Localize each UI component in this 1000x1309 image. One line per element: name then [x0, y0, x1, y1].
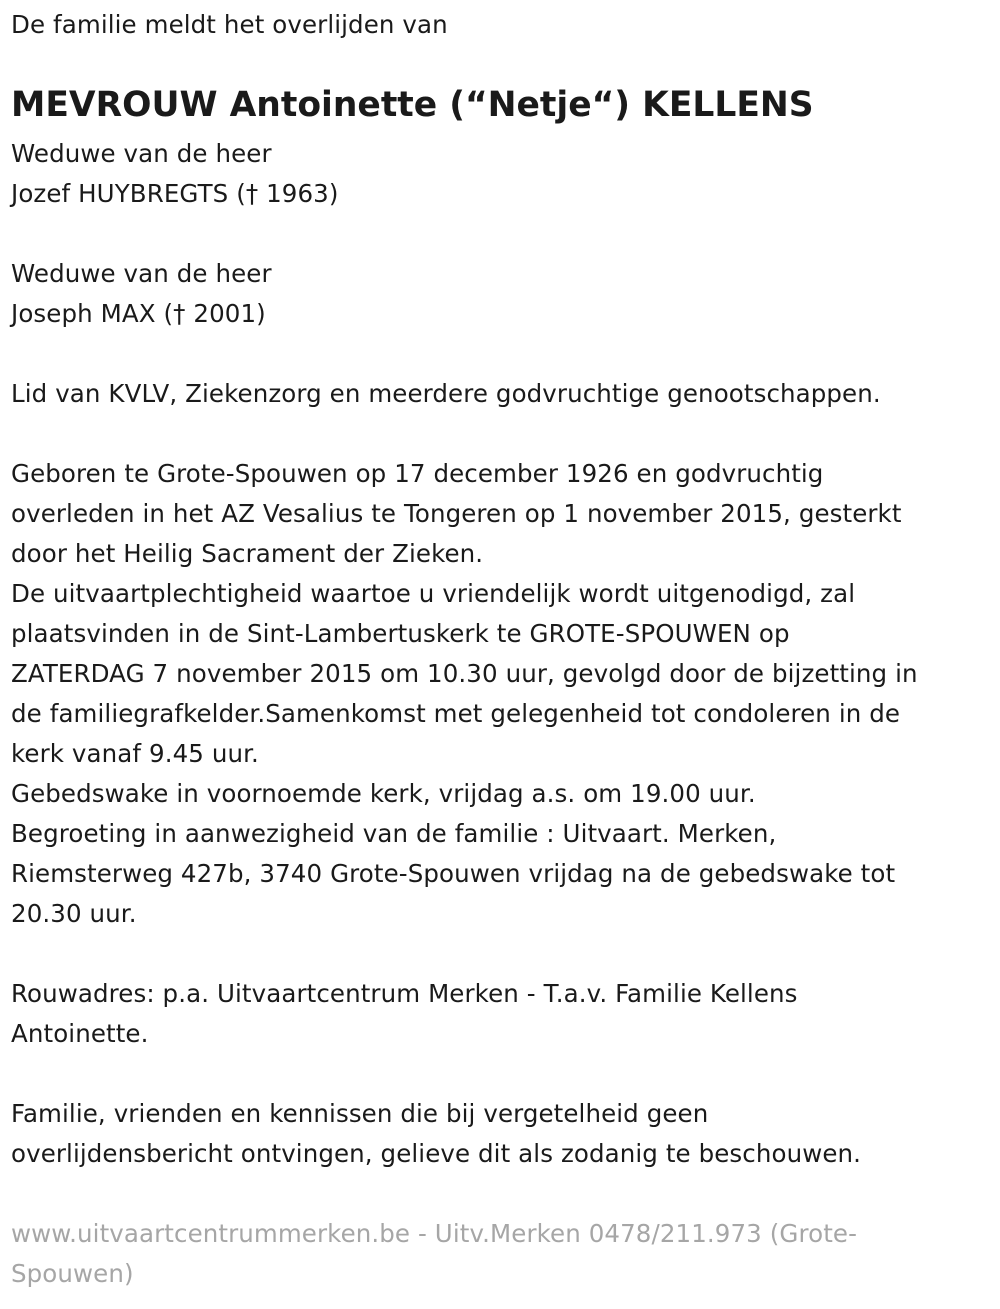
spouse1-line1: Weduwe van de heer — [11, 139, 272, 168]
spouse2-block — [11, 254, 272, 334]
details-line: door het Heilig Sacrament der Zieken. — [11, 539, 484, 568]
details-line: Gebedswake in voornoemde kerk, vrijdag a.s. om 19.00 uur. — [11, 779, 756, 808]
details-line: overleden in het AZ Vesalius te Tongeren op 1 november 2015, gesterkt — [11, 499, 902, 528]
address-line: Rouwadres: p.a. Uitvaartcentrum Merken - T.a.v. Familie Kellens — [11, 979, 798, 1008]
name-block — [11, 85, 814, 125]
address-block — [11, 974, 798, 1054]
intro-block — [11, 5, 448, 45]
footer-website-line: www.uitvaartcentrummerken.be - Uitv.Merken 0478/211.973 (Grote- — [11, 1219, 858, 1248]
footer-line: Spouwen) — [11, 1259, 134, 1288]
deceased-name: MEVROUW Antoinette (“Netje“) KELLENS — [11, 85, 814, 125]
spouse2-line2: Joseph MAX († 2001) — [11, 299, 266, 328]
spouse1-block — [11, 134, 339, 214]
spouse1-line2: Jozef HUYBREGTS († 1963) — [11, 179, 339, 208]
notice-line: Familie, vrienden en kennissen die bij vergetelheid geen — [11, 1099, 709, 1128]
details-line: ZATERDAG 7 november 2015 om 10.30 uur, gevolgd door de bijzetting in — [11, 659, 918, 688]
details-line: Geboren te Grote-Spouwen op 17 december 1926 en godvruchtig — [11, 459, 824, 488]
details-line: kerk vanaf 9.45 uur. — [11, 739, 259, 768]
details-line: 20.30 uur. — [11, 899, 137, 928]
membership-text: Lid van KVLV, Ziekenzorg en meerdere godvruchtige genootschappen. — [11, 379, 881, 408]
details-block — [11, 454, 918, 934]
details-line: De uitvaartplechtigheid waartoe u vriendelijk wordt uitgenodigd, zal — [11, 579, 856, 608]
details-line: Begroeting in aanwezigheid van de familie : Uitvaart. Merken, — [11, 819, 777, 848]
details-line: Riemsterweg 427b, 3740 Grote-Spouwen vrijdag na de gebedswake tot — [11, 859, 896, 888]
notice-block — [11, 1094, 861, 1174]
intro-text: De familie meldt het overlijden van — [11, 10, 448, 39]
details-line: plaatsvinden in de Sint-Lambertuskerk te GROTE-SPOUWEN op — [11, 619, 790, 648]
spouse2-line1: Weduwe van de heer — [11, 259, 272, 288]
footer-block — [11, 1214, 857, 1294]
address-line: Antoinette. — [11, 1019, 149, 1048]
notice-line: overlijdensbericht ontvingen, gelieve dit als zodanig te beschouwen. — [11, 1139, 862, 1168]
membership-block — [11, 374, 881, 414]
details-line: de familiegrafkelder.Samenkomst met gelegenheid tot condoleren in de — [11, 699, 901, 728]
